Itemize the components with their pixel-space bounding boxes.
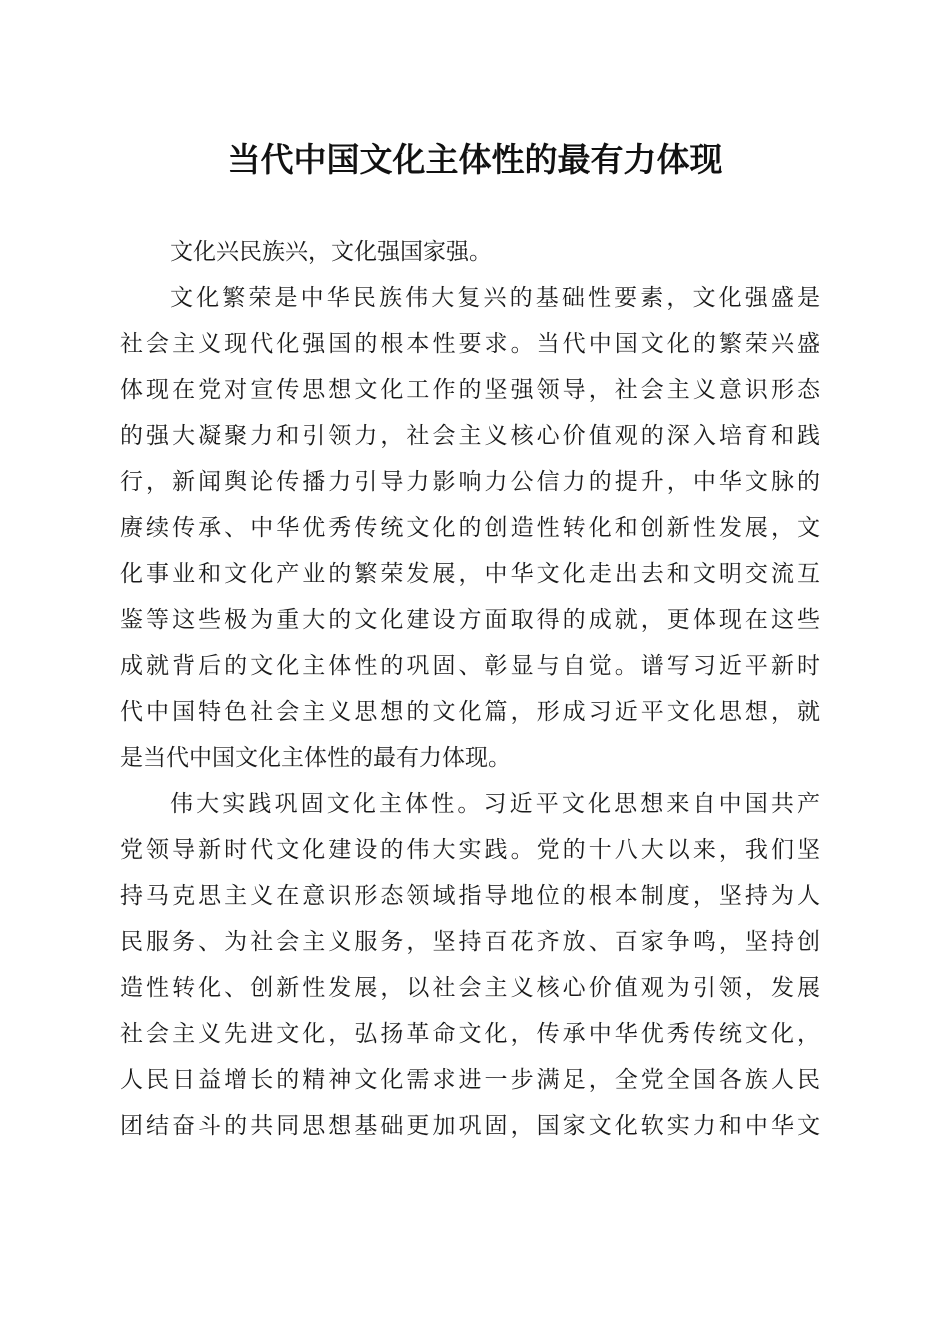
paragraph-2-line-4: 的强大凝聚力和引领力，社会主义核心价值观的深入培育和践 [120, 423, 820, 449]
paragraph-3-line-7: 人民日益增长的精神文化需求进一步满足，全党全国各族人民 [120, 1067, 820, 1093]
paragraph-2-line-10: 代中国特色社会主义思想的文化篇，形成习近平文化思想，就 [120, 699, 820, 725]
paragraph-2-line-7: 化事业和文化产业的繁荣发展，中华文化走出去和文明交流互 [120, 561, 820, 587]
document-title: 当代中国文化主体性的最有力体现 [227, 140, 723, 179]
paragraph-3-line-8: 团结奋斗的共同思想基础更加巩固，国家文化软实力和中华文 [120, 1113, 820, 1139]
paragraph-3-line-1: 伟大实践巩固文化主体性。习近平文化思想来自中国共产 [170, 791, 820, 817]
paragraph-3-line-5: 造性转化、创新性发展，以社会主义核心价值观为引领，发展 [120, 975, 820, 1001]
paragraph-2-line-1: 文化繁荣是中华民族伟大复兴的基础性要素，文化强盛是 [170, 285, 820, 311]
paragraph-2-line-6: 赓续传承、中华优秀传统文化的创造性转化和创新性发展，文 [120, 515, 820, 541]
paragraph-3-line-6: 社会主义先进文化，弘扬革命文化，传承中华优秀传统文化， [120, 1021, 820, 1047]
paragraph-2-line-2: 社会主义现代化强国的根本性要求。当代中国文化的繁荣兴盛 [120, 331, 820, 357]
paragraph-3-line-2: 党领导新时代文化建设的伟大实践。党的十八大以来，我们坚 [120, 837, 820, 863]
paragraph-3-line-4: 民服务、为社会主义服务，坚持百花齐放、百家争鸣，坚持创 [120, 929, 820, 955]
paragraph-2-line-11: 是当代中国文化主体性的最有力体现。 [120, 745, 511, 771]
paragraph-1-line-1: 文化兴民族兴，文化强国家强。 [170, 239, 492, 265]
paragraph-2-line-3: 体现在党对宣传思想文化工作的坚强领导，社会主义意识形态 [120, 377, 820, 403]
paragraph-3-line-3: 持马克思主义在意识形态领域指导地位的根本制度，坚持为人 [120, 883, 820, 909]
paragraph-2-line-8: 鉴等这些极为重大的文化建设方面取得的成就，更体现在这些 [120, 607, 820, 633]
paragraph-2-line-5: 行，新闻舆论传播力引导力影响力公信力的提升，中华文脉的 [120, 469, 820, 495]
paragraph-2-line-9: 成就背后的文化主体性的巩固、彰显与自觉。谱写习近平新时 [120, 653, 820, 679]
